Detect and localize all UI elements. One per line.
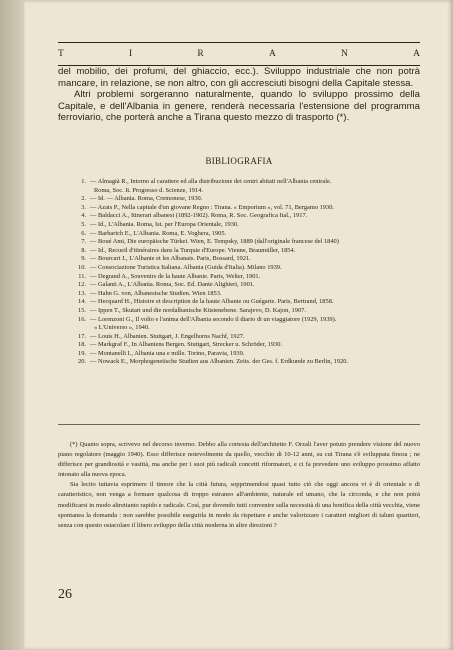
bibliography-entry	[58, 178, 420, 195]
entry-line: — Bourcart J., L'Albanie et les Albanais. Paris, Bossard, 1921.	[90, 255, 251, 263]
entry-text	[90, 341, 420, 350]
entry-text	[90, 358, 420, 367]
page-number: 26	[58, 587, 72, 602]
body-paragraph: del mobilio, dei profumi, del ghiaccio, ecc.). Sviluppo industriale che non potrà mancare, in relazione, se non altro, con gli accresciuti bisogni della Capitale stessa.	[58, 66, 420, 89]
entry-line: — Lorenzoni G., Il volto e l'anima dell'Albania secondo il diario di un viaggiatore (1929, 1939).	[90, 315, 337, 323]
entry-text	[90, 307, 420, 316]
entry-line: — Louis H., Albanien. Stuttgart, J. Engelhorns Nachf, 1927.	[90, 332, 245, 340]
body-paragraph: Altri problemi sorgeranno naturalmente, quando lo sviluppo prossimo della Capitale, e dell'Albania in genere, renderà necessaria l'estensione del programma ferroviario, che porterà anche a Tirana questo mezzo di trasporto (*).	[58, 89, 420, 124]
entry-text	[90, 333, 420, 342]
entry-number: 2.	[81, 195, 86, 203]
entry-number: 18.	[78, 341, 86, 349]
main-text	[58, 66, 420, 124]
footnote-paragraph: (*) Quanto sopra, scrivevo nel decorso inverno. Debbo alla cortesia dell'architetto F. Orzali l'aver potuto prendere visione del nuovo piano regolatore (maggio 1940). Esso differisce notevolmente da quello, vecchio di 10-12 anni, su cui Tirana s'è sviluppata finora ; ne differisce per grandiosità e vastità, ma anche per i suoi più radicali concetti riformatori, e ci fa prevedere uno sviluppo prossimo affatto intonato alla nuova epoca.	[58, 441, 420, 479]
entry-line: — Nowack E., Morphogenetische Studien aus Albanien. Zeits. der Ges. f. Erdkunde zu Berlin, 1920.	[90, 358, 349, 366]
entry-text	[90, 273, 420, 282]
entry-text	[90, 290, 420, 299]
bibliography-entry	[58, 195, 420, 204]
entry-number: 9.	[81, 255, 86, 263]
book-binding	[0, 0, 24, 650]
bibliography-entry	[58, 316, 420, 333]
entry-text	[90, 230, 420, 239]
entry-text	[90, 221, 420, 230]
entry-line: — Markgraf F., In Albaniens Bergen. Stuttgart, Strecker u. Schröder, 1930.	[90, 341, 283, 349]
entry-number: 7.	[81, 238, 86, 246]
entry-line: — Almagià R., Intorno al carattere ed alla distribuzione dei centri abitati nell'Albania centrale.	[90, 178, 332, 185]
bibliography-entry	[58, 212, 420, 221]
footnote-rule	[58, 424, 420, 425]
header-letter: N	[341, 49, 348, 59]
entry-number: 13.	[78, 289, 86, 297]
entry-line: — Degrand A., Souvenirs de la haute Albanie. Paris, Welter, 1901.	[90, 272, 261, 280]
entry-number: 12.	[78, 281, 86, 289]
footnote-paragraph: Sia lecito tuttavia esprimere il timore che la città futura, sopprimendosi quasi tutto ciò che oggi ancora vi è di orientale e di caratteristico, non venga a formare qualcosa di troppo estraneo all'ambiente, naturale ed umano, che la circonda, e che non potrà modificarsi in modo altrettanto rapido e radicale. Così, pur dovendo tutti convenire sulla necessità di una bonifica della città vecchia, viene spontanea la domanda : non sarebbe possibile eseguirla in modo da rispettare e anche valorizzare i caratteri migliori di taluni quartieri, senza con questo ostacolare il libero sviluppo della città moderna in altre direzioni ?	[58, 481, 420, 529]
entry-line: — Barbarich E., L'Albania. Roma, E. Voghera, 1905.	[90, 229, 227, 237]
entry-line: — Id., L'Albania. Roma, Ist. per l'Europa Orientale, 1930.	[90, 220, 239, 228]
bibliography-entry	[58, 333, 420, 342]
entry-number: 8.	[81, 246, 86, 254]
bibliography-entry	[58, 341, 420, 350]
entry-line: — Hecquard H., Histoire et description de la haute Albanie ou Guégarie. Paris, Bertrand, 1858.	[90, 298, 334, 306]
header-letter: A	[268, 49, 276, 59]
entry-text	[90, 247, 420, 256]
running-header	[58, 42, 420, 66]
entry-number: 20.	[78, 358, 86, 366]
bibliography-entry	[58, 358, 420, 367]
entry-line: — Ippen T., Skutari und die nordalbanische Küstenebene. Sarajevo, D. Kajon, 1907.	[90, 306, 306, 314]
bibliography-entry	[58, 238, 420, 247]
entry-number: 3.	[81, 203, 86, 211]
footnote	[58, 440, 420, 531]
entry-text	[90, 212, 420, 221]
entry-text	[90, 298, 420, 307]
bibliography-list	[58, 178, 420, 367]
entry-line: — Montanelli I., Albania una e mille. Torino, Paravia, 1939.	[90, 349, 245, 357]
bibliography-title: BIBLIOGRAFIA	[205, 156, 273, 166]
entry-number: 1.	[81, 178, 86, 185]
entry-number: 17.	[78, 332, 86, 340]
entry-line: — Consociazione Turistica Italiana. Albania (Guida d'Italia). Milano 1939.	[90, 263, 282, 271]
entry-number: 16.	[78, 315, 86, 323]
entry-number: 11.	[78, 272, 86, 280]
entry-text	[90, 316, 420, 333]
bibliography-entry	[58, 255, 420, 264]
bibliography-entry	[58, 281, 420, 290]
header-letter: A	[413, 49, 420, 59]
entry-line-continued: « L'Universo », 1940.	[94, 324, 150, 332]
entry-text	[90, 195, 420, 204]
bibliography-entry	[58, 290, 420, 299]
entry-text	[90, 350, 420, 359]
entry-text	[90, 204, 420, 213]
entry-line: — Azais P., Nella capitale d'un giovane Regno : Tirana. « Emporium », vol. 71, Bergamo 1930.	[90, 203, 335, 211]
entry-number: 14.	[78, 298, 86, 306]
bibliography-entry	[58, 204, 420, 213]
header-letter: I	[129, 49, 133, 59]
entry-line-continued: Roma, Soc. It. Progresso d. Scienze, 1914.	[94, 186, 203, 194]
entry-text	[90, 281, 420, 290]
entry-number: 4.	[81, 212, 86, 220]
bibliography-entry	[58, 307, 420, 316]
entry-text	[90, 238, 420, 247]
bibliography-entry	[58, 221, 420, 230]
entry-number: 19.	[78, 349, 86, 357]
entry-line: — Hahn G. von, Albanesische Studien. Wien 1853.	[90, 289, 222, 297]
bibliography-entry	[58, 230, 420, 239]
entry-text	[90, 264, 420, 273]
entry-text	[90, 255, 420, 264]
entry-number: 15.	[78, 306, 86, 314]
bibliography-entry	[58, 264, 420, 273]
bibliography-entry	[58, 298, 420, 307]
entry-text	[90, 178, 420, 195]
entry-number: 6.	[81, 229, 86, 237]
header-letter: T	[58, 49, 64, 59]
entry-number: 10.	[78, 263, 86, 271]
header-letter: R	[197, 49, 204, 59]
bibliography-entry	[58, 273, 420, 282]
entry-line: — Id. — Albania. Roma, Cremonese, 1930.	[90, 195, 203, 203]
entry-line: — Boué Ami, Die europäische Türkei. Wien, E. Tempsky, 1889 (dall'originale francese del 1840)	[90, 238, 339, 246]
entry-line: — Baldacci A., Itinerari albanesi (1892-1902). Roma, R. Soc. Geografica Ital., 1917.	[90, 212, 308, 220]
bibliography-entry	[58, 247, 420, 256]
entry-line: — Galanti A., L'Albania. Roma, Soc. Ed. Dante Alighieri, 1901.	[90, 281, 255, 289]
bibliography-entry	[58, 350, 420, 359]
entry-number: 5.	[81, 220, 86, 228]
entry-line: — Id., Recueil d'itinéraires dans la Turquie d'Europe. Vienne, Braumüller, 1854.	[90, 246, 296, 254]
